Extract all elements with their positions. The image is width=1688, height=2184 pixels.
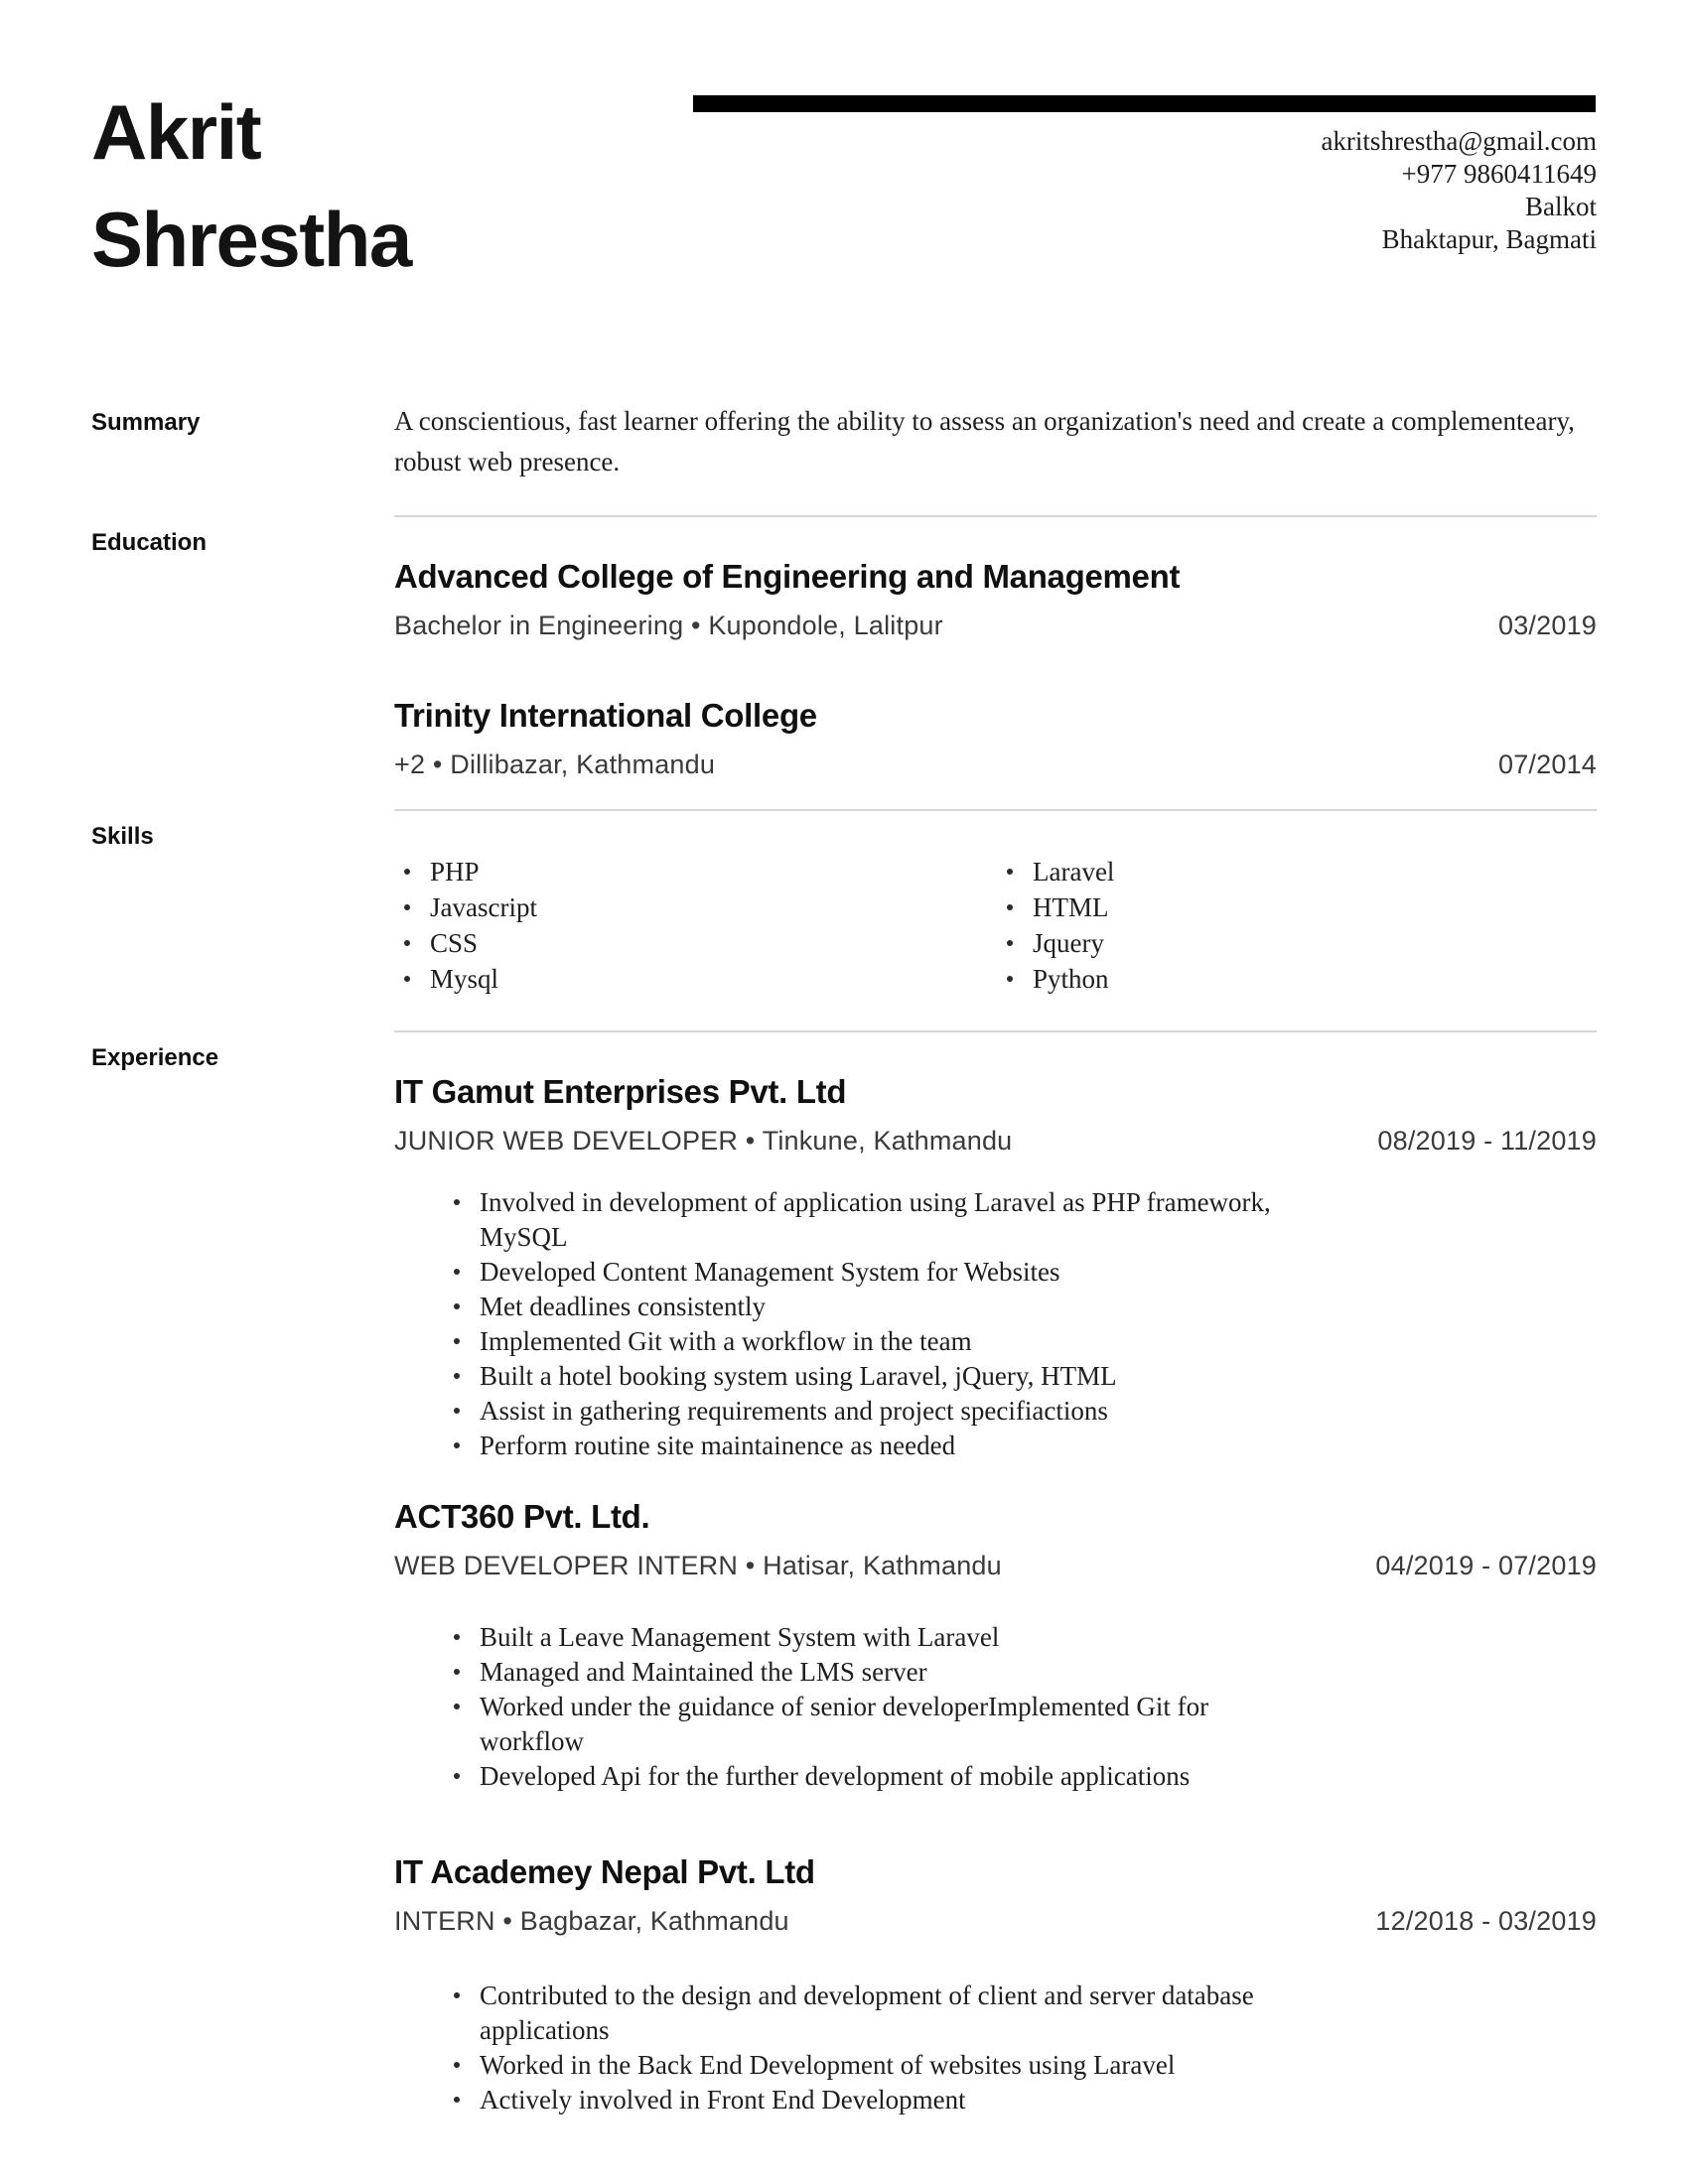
section-label-education: Education (91, 529, 208, 556)
skills-column-2 (997, 854, 1597, 997)
skill-label: Jquery (1033, 928, 1104, 958)
skill-item (394, 961, 997, 997)
contact-email: akritshrestha@gmail.com (1321, 126, 1597, 156)
section-label-skills: Skills (91, 823, 154, 850)
candidate-name (91, 78, 411, 293)
header-accent-bar (693, 95, 1596, 112)
skill-label: CSS (430, 928, 479, 958)
company-name: ACT360 Pvt. Ltd. (394, 1498, 650, 1535)
company-name: IT Academey Nepal Pvt. Ltd (394, 1853, 815, 1890)
degree-and-location: Bachelor in Engineering • Kupondole, Lalitpur (394, 611, 943, 640)
bullet-dot (404, 940, 410, 946)
job-dates: 12/2018 - 03/2019 (1375, 1906, 1597, 1936)
skill-item (997, 889, 1597, 925)
job-bullet-text: Worked in the Back End Development of websites using Laravel (480, 2050, 1176, 2080)
job-bullet-list (452, 1979, 1314, 2117)
job-bullet (452, 1655, 1314, 1690)
section-label-summary: Summary (91, 409, 201, 436)
skill-label: Javascript (430, 892, 537, 922)
education-date: 07/2014 (1498, 750, 1597, 779)
bullet-dot (454, 1199, 460, 1205)
job-dates: 04/2019 - 07/2019 (1375, 1551, 1597, 1580)
skills-section (91, 809, 1597, 997)
job-bullet-text: Assist in gathering requirements and project specifiactions (480, 1396, 1108, 1426)
job-entry (394, 1852, 1597, 2117)
job-bullet-text: Managed and Maintained the LMS server (480, 1657, 927, 1687)
company-name: IT Gamut Enterprises Pvt. Ltd (394, 1073, 847, 1110)
bullet-dot (454, 1634, 460, 1640)
skill-label: Mysql (430, 964, 499, 994)
school-name: Advanced College of Engineering and Management (394, 558, 1181, 595)
bullet-dot (454, 1992, 460, 1998)
bullet-dot (404, 904, 410, 910)
bullet-dot (454, 1303, 460, 1309)
job-bullet (452, 2048, 1314, 2083)
job-bullet-text: Contributed to the design and development of client and server database applications (480, 1980, 1254, 2045)
skill-item (997, 925, 1597, 961)
job-bullet (452, 1690, 1314, 1759)
job-bullet (452, 1620, 1314, 1655)
education-date: 03/2019 (1498, 611, 1597, 640)
job-bullet-text: Developed Api for the further development of mobile applications (480, 1761, 1191, 1791)
bullet-dot (454, 1338, 460, 1344)
experience-section (91, 1030, 1597, 2117)
job-bullet (452, 1429, 1314, 1463)
job-title-location: WEB DEVELOPER INTERN • Hatisar, Kathmandu (394, 1551, 1002, 1580)
job-bullet-list (452, 1620, 1314, 1794)
contact-region: Bhaktapur, Bagmati (1381, 224, 1597, 254)
job-bullet-text: Actively involved in Front End Development (480, 2085, 966, 2115)
skill-item (394, 925, 997, 961)
job-dates: 08/2019 - 11/2019 (1377, 1126, 1597, 1156)
candidate-first-name: Akrit (91, 88, 261, 176)
job-bullet-text: Worked under the guidance of senior developerImplemented Git for workflow (480, 1692, 1209, 1756)
bullet-dot (454, 1773, 460, 1779)
section-divider (394, 1030, 1597, 1032)
bullet-dot (454, 1373, 460, 1379)
bullet-dot (1007, 976, 1013, 982)
skills-list (394, 854, 1597, 997)
skills-column-1 (394, 854, 997, 997)
job-bullet (452, 1359, 1314, 1394)
skill-label: Python (1033, 964, 1109, 994)
job-bullet-text: Built a hotel booking system using Laravel, jQuery, HTML (480, 1361, 1117, 1391)
job-bullet (452, 2083, 1314, 2117)
skill-item (997, 854, 1597, 889)
section-label-experience: Experience (91, 1044, 219, 1071)
job-entry (394, 1497, 1597, 1794)
job-bullet-text: Developed Content Management System for Websites (480, 1257, 1060, 1287)
job-bullet-text: Involved in development of application using Laravel as PHP framework, MySQL (480, 1187, 1271, 1252)
contact-block (1321, 125, 1597, 256)
skill-item (394, 854, 997, 889)
job-bullet (452, 1979, 1314, 2048)
bullet-dot (454, 2097, 460, 2103)
job-bullet (452, 1324, 1314, 1359)
skill-label: HTML (1033, 892, 1109, 922)
job-bullet-text: Met deadlines consistently (480, 1292, 766, 1321)
bullet-dot (404, 869, 410, 875)
summary-section (91, 401, 1597, 482)
bullet-dot (454, 1408, 460, 1414)
section-divider (394, 515, 1597, 517)
contact-city: Balkot (1525, 192, 1597, 221)
section-divider (394, 809, 1597, 811)
job-title-location: JUNIOR WEB DEVELOPER • Tinkune, Kathmandu (394, 1126, 1013, 1156)
job-bullet (452, 1290, 1314, 1324)
job-bullet-list (452, 1185, 1314, 1463)
candidate-last-name: Shrestha (91, 196, 411, 283)
bullet-dot (404, 976, 410, 982)
bullet-dot (454, 2062, 460, 2068)
contact-phone: +977 9860411649 (1401, 159, 1597, 189)
skill-label: Laravel (1033, 857, 1115, 887)
job-entry (394, 1072, 1597, 1463)
degree-and-location: +2 • Dillibazar, Kathmandu (394, 750, 716, 779)
bullet-dot (454, 1669, 460, 1675)
bullet-dot (1007, 904, 1013, 910)
bullet-dot (454, 1442, 460, 1448)
education-item (394, 696, 1597, 779)
job-title-location: INTERN • Bagbazar, Kathmandu (394, 1906, 789, 1936)
school-name: Trinity International College (394, 697, 817, 734)
bullet-dot (454, 1704, 460, 1709)
job-bullet (452, 1185, 1314, 1255)
job-bullet-text: Built a Leave Management System with Laravel (480, 1622, 1000, 1652)
job-bullet (452, 1394, 1314, 1429)
skill-item (997, 961, 1597, 997)
summary-text: A conscientious, fast learner offering the ability to assess an organization's need and create a complementeary, robust web presence. (394, 406, 1575, 477)
job-bullet (452, 1255, 1314, 1290)
job-bullet-text: Implemented Git with a workflow in the team (480, 1326, 972, 1356)
bullet-dot (1007, 940, 1013, 946)
education-section (91, 515, 1597, 779)
bullet-dot (454, 1269, 460, 1275)
skill-item (394, 889, 997, 925)
job-bullet (452, 1759, 1314, 1794)
bullet-dot (1007, 869, 1013, 875)
job-bullet-text: Perform routine site maintainence as needed (480, 1431, 956, 1460)
skill-label: PHP (430, 857, 480, 887)
education-item (394, 557, 1597, 640)
